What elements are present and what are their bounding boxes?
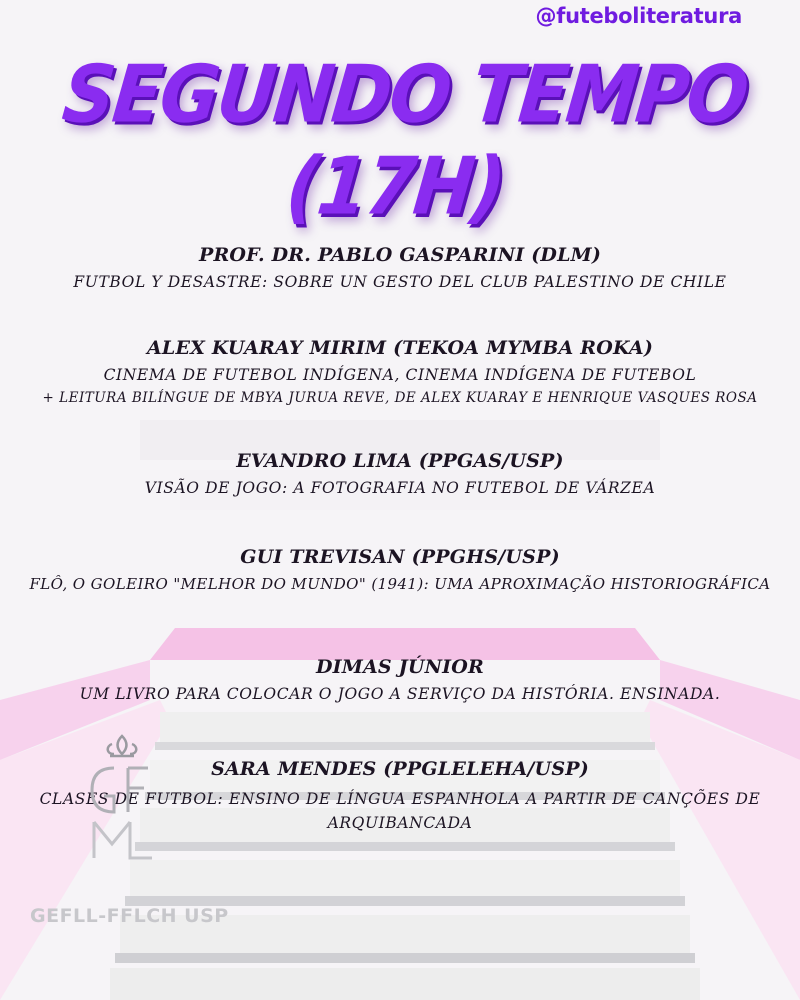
speaker-name: GUI TREVISAN (PPGHS/USP) [240,546,560,568]
talk-topic: FLÔ, O GOLEIRO "MELHOR DO MUNDO" (1941): UMA APROXIMAÇÃO HISTORIOGRÁFICA [29,575,771,593]
talk-topic: FUTBOL Y DESASTRE: SOBRE UN GESTO DEL CLUB PALESTINO DE CHILE [73,273,727,291]
gefll-monogram-logo [82,730,162,874]
speaker-name: ALEX KUARAY MIRIM (TEKOA MYMBA ROKA) [146,337,654,359]
talk-item [0,546,800,593]
speaker-name: DIMAS JÚNIOR [315,656,485,678]
talk-topic: CINEMA DE FUTEBOL INDÍGENA, CINEMA INDÍGENA DE FUTEBOL [103,366,697,384]
talk-item [0,244,800,291]
speaker-name: SARA MENDES (PPGLELEHA/USP) [211,758,589,780]
speaker-name: EVANDRO LIMA (PPGAS/USP) [236,450,564,472]
talk-topic: UM LIVRO PARA COLOCAR O JOGO A SERVIÇO DA HISTÓRIA. ENSINADA. [79,685,721,703]
talk-extra: + LEITURA BILÍNGUE DE MBYA JURUA REVE, DE ALEX KUARAY E HENRIQUE VASQUES ROSA [42,390,758,406]
talk-topic: CLASES DE FUTBOL: ENSINO DE LÍNGUA ESPANHOLA A PARTIR DE CANÇÕES DE ARQUIBANCADA [39,790,761,833]
talk-item [0,450,800,497]
speaker-name: PROF. DR. PABLO GASPARINI (DLM) [198,244,602,266]
social-handle: @futeboliteratura [535,4,742,28]
talk-item [0,656,800,703]
page-title: SEGUNDO TEMPO (17H) [58,47,752,233]
talk-topic: VISÃO DE JOGO: A FOTOGRAFIA NO FUTEBOL DE VÁRZEA [144,479,656,497]
talk-item [0,337,800,406]
logo-text: GEFLL-FFLCH USP [30,905,229,927]
